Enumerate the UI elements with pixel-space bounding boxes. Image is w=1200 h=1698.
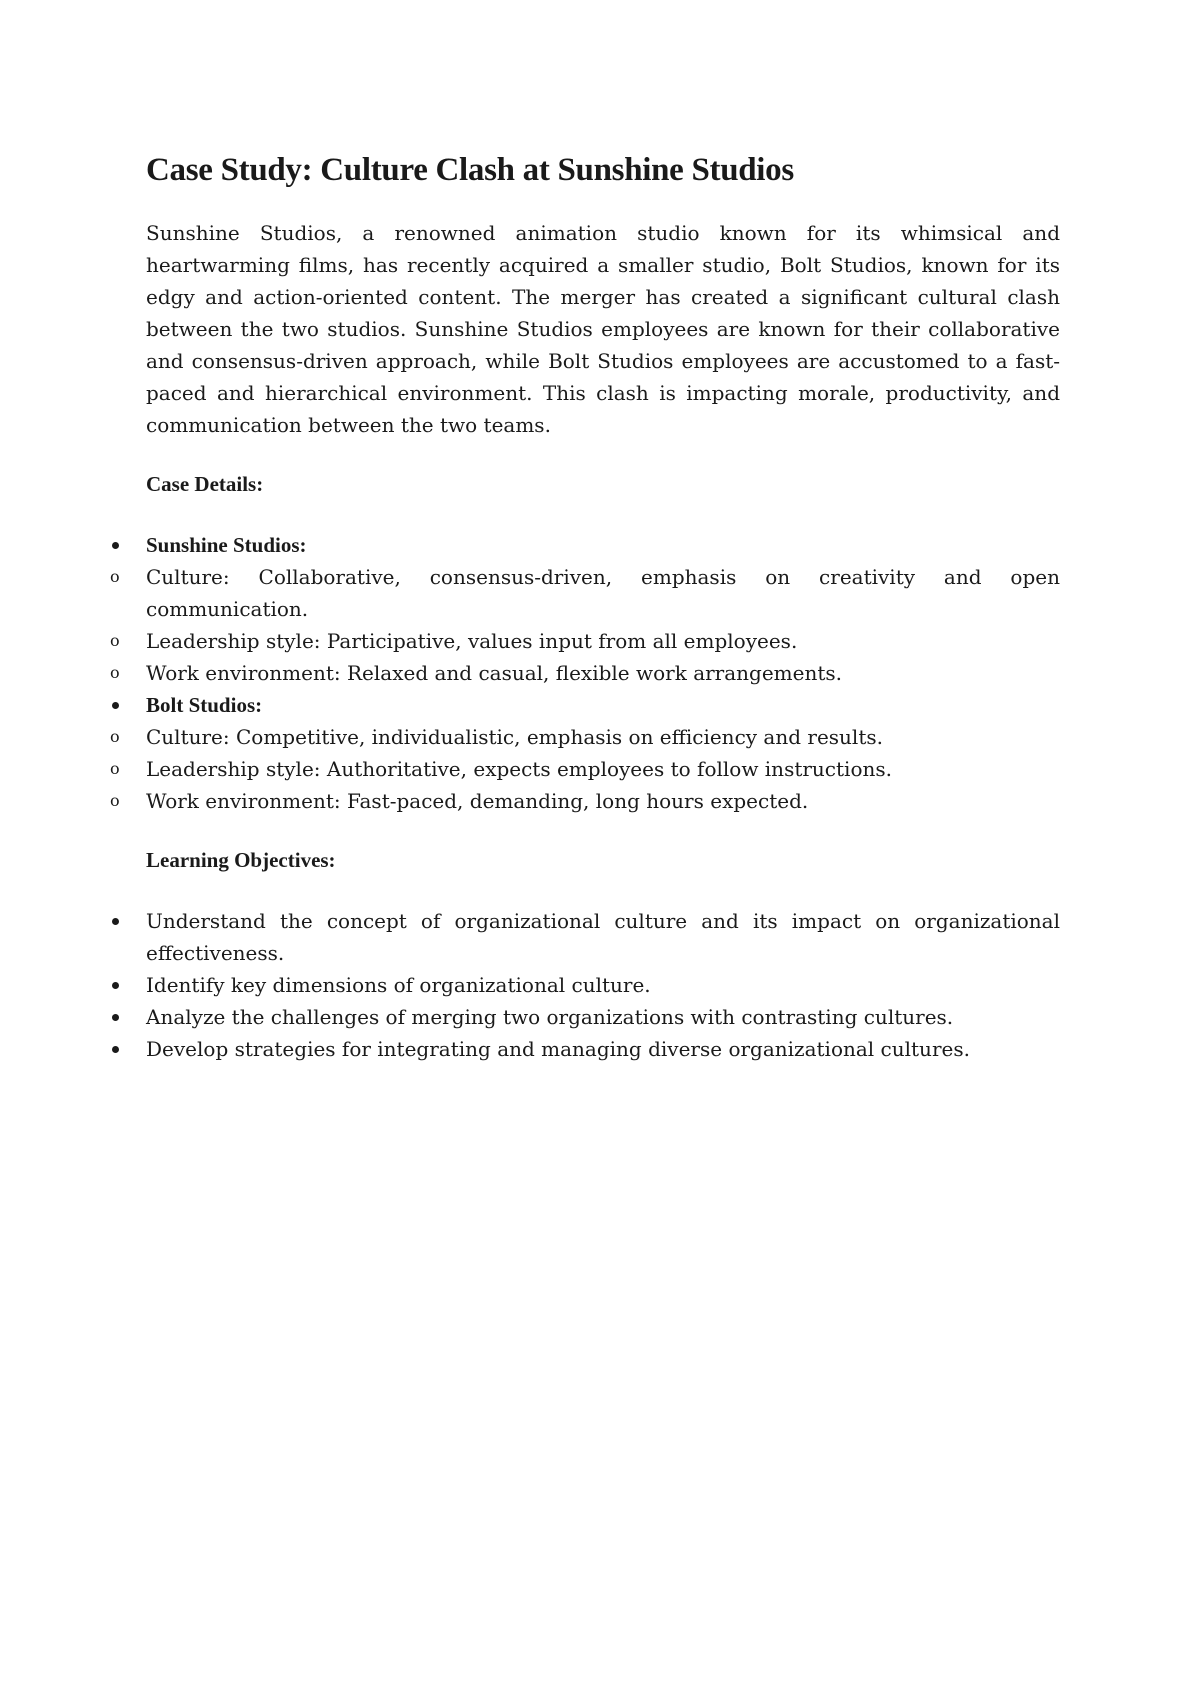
bullet-icon xyxy=(110,1001,130,1033)
bullet-icon xyxy=(110,689,130,721)
objective-text: Analyze the challenges of merging two organizations with contrasting cultures. xyxy=(146,1005,954,1029)
sunshine-culture: Culture: Collaborative, consensus-driven, emphasis on creativity and open communication. xyxy=(146,565,1060,621)
list-item xyxy=(110,561,1060,625)
sub-bullet-icon: o xyxy=(110,791,120,810)
sub-bullet-icon: o xyxy=(110,759,120,778)
bullet-icon xyxy=(110,905,130,937)
sub-bullet-icon: o xyxy=(110,631,120,650)
list-item xyxy=(110,753,1060,785)
bullet-icon xyxy=(110,529,130,561)
sub-bullet-icon: o xyxy=(110,727,120,746)
learning-objectives-heading: Learning Objectives: xyxy=(146,848,336,872)
intro-paragraph: Sunshine Studios, a renowned animation studio known for its whimsical and heartwarming films, has recently acquired a smaller studio, Bolt Studios, known for its edgy and action-oriented content. The merger has created a significant cultural clash between the two studios. Sunshine Studios employees are known for their collaborative and consensus-driven approach, while Bolt Studios employees are accustomed to a fast-paced and hierarchical environment. This clash is impacting morale, productivity, and communication between the two teams. xyxy=(146,221,1060,437)
list-item xyxy=(146,905,1060,969)
bolt-culture: Culture: Competitive, individualistic, emphasis on efficiency and results. xyxy=(146,725,883,749)
case-details-list xyxy=(110,529,1060,817)
list-item xyxy=(146,1033,1060,1065)
document-body xyxy=(110,146,1060,1065)
bolt-leadership: Leadership style: Authoritative, expects employees to follow instructions. xyxy=(146,757,892,781)
list-item xyxy=(110,785,1060,817)
list-item xyxy=(146,529,1060,561)
learning-objectives-list xyxy=(146,905,1060,1065)
case-details-heading: Case Details: xyxy=(146,472,264,496)
sunshine-environment: Work environment: Relaxed and casual, flexible work arrangements. xyxy=(146,661,843,685)
bolt-environment: Work environment: Fast-paced, demanding, long hours expected. xyxy=(146,789,809,813)
bullet-icon xyxy=(110,1033,130,1065)
list-item xyxy=(110,657,1060,689)
list-item xyxy=(110,625,1060,657)
sunshine-leadership: Leadership style: Participative, values input from all employees. xyxy=(146,629,798,653)
objective-text: Develop strategies for integrating and managing diverse organizational cultures. xyxy=(146,1037,970,1061)
sunshine-heading: Sunshine Studios: xyxy=(146,533,307,557)
bullet-icon xyxy=(110,969,130,1001)
objective-text: Identify key dimensions of organizational culture. xyxy=(146,973,651,997)
list-item xyxy=(146,689,1060,721)
bolt-heading: Bolt Studios: xyxy=(146,693,263,717)
sub-bullet-icon: o xyxy=(110,567,120,586)
list-item xyxy=(110,721,1060,753)
objective-text: Understand the concept of organizational culture and its impact on organizational effectiveness. xyxy=(146,909,1060,965)
page-title: Case Study: Culture Clash at Sunshine Studios xyxy=(146,152,794,188)
list-item xyxy=(146,969,1060,1001)
list-item xyxy=(146,1001,1060,1033)
sub-bullet-icon: o xyxy=(110,663,120,682)
